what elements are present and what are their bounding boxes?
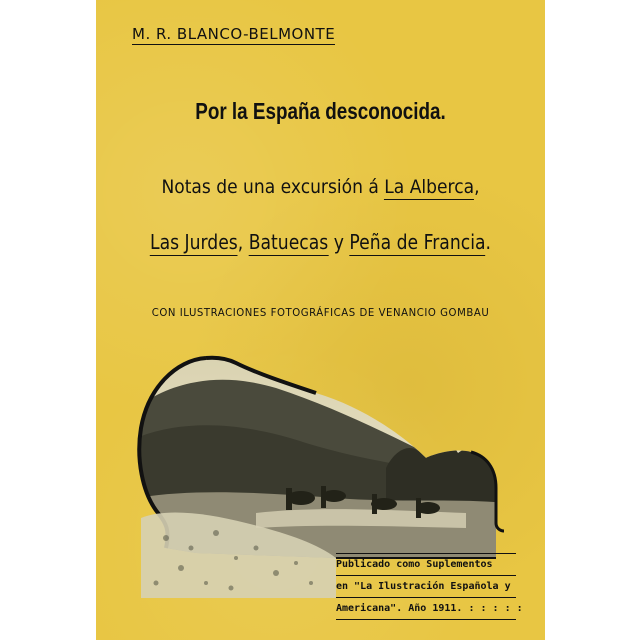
publication-note-line: Americana". Año 1911. : : : : : <box>336 598 516 620</box>
publication-note-line: Publicado como Suplementos <box>336 553 516 576</box>
subtitle-end: . <box>485 230 491 254</box>
place-batuecas: Batuecas <box>248 230 329 254</box>
place-las-jurdes: Las Jurdes <box>150 230 238 254</box>
publication-note-line: en "La Ilustración Española y <box>336 576 516 598</box>
subtitle-separator: , <box>237 230 249 254</box>
book-cover <box>96 0 545 640</box>
place-pena-de-francia: Peña de Francia <box>349 230 486 254</box>
subtitle-line-2 <box>127 230 513 254</box>
illustration-credit: CON ILUSTRACIONES FOTOGRÁFICAS DE VENANCIO GOMBAU <box>151 306 490 319</box>
subtitle-text: Notas de una excursión á <box>161 176 385 198</box>
subtitle-separator: y <box>328 230 350 254</box>
author-name: M. R. BLANCO-BELMONTE <box>132 25 336 43</box>
subtitle-line-1 <box>118 176 522 198</box>
publication-note <box>336 553 523 620</box>
book-title: Por la España desconocida. <box>195 98 446 124</box>
place-la-alberca: La Alberca <box>384 176 475 198</box>
subtitle-separator: , <box>474 176 480 198</box>
